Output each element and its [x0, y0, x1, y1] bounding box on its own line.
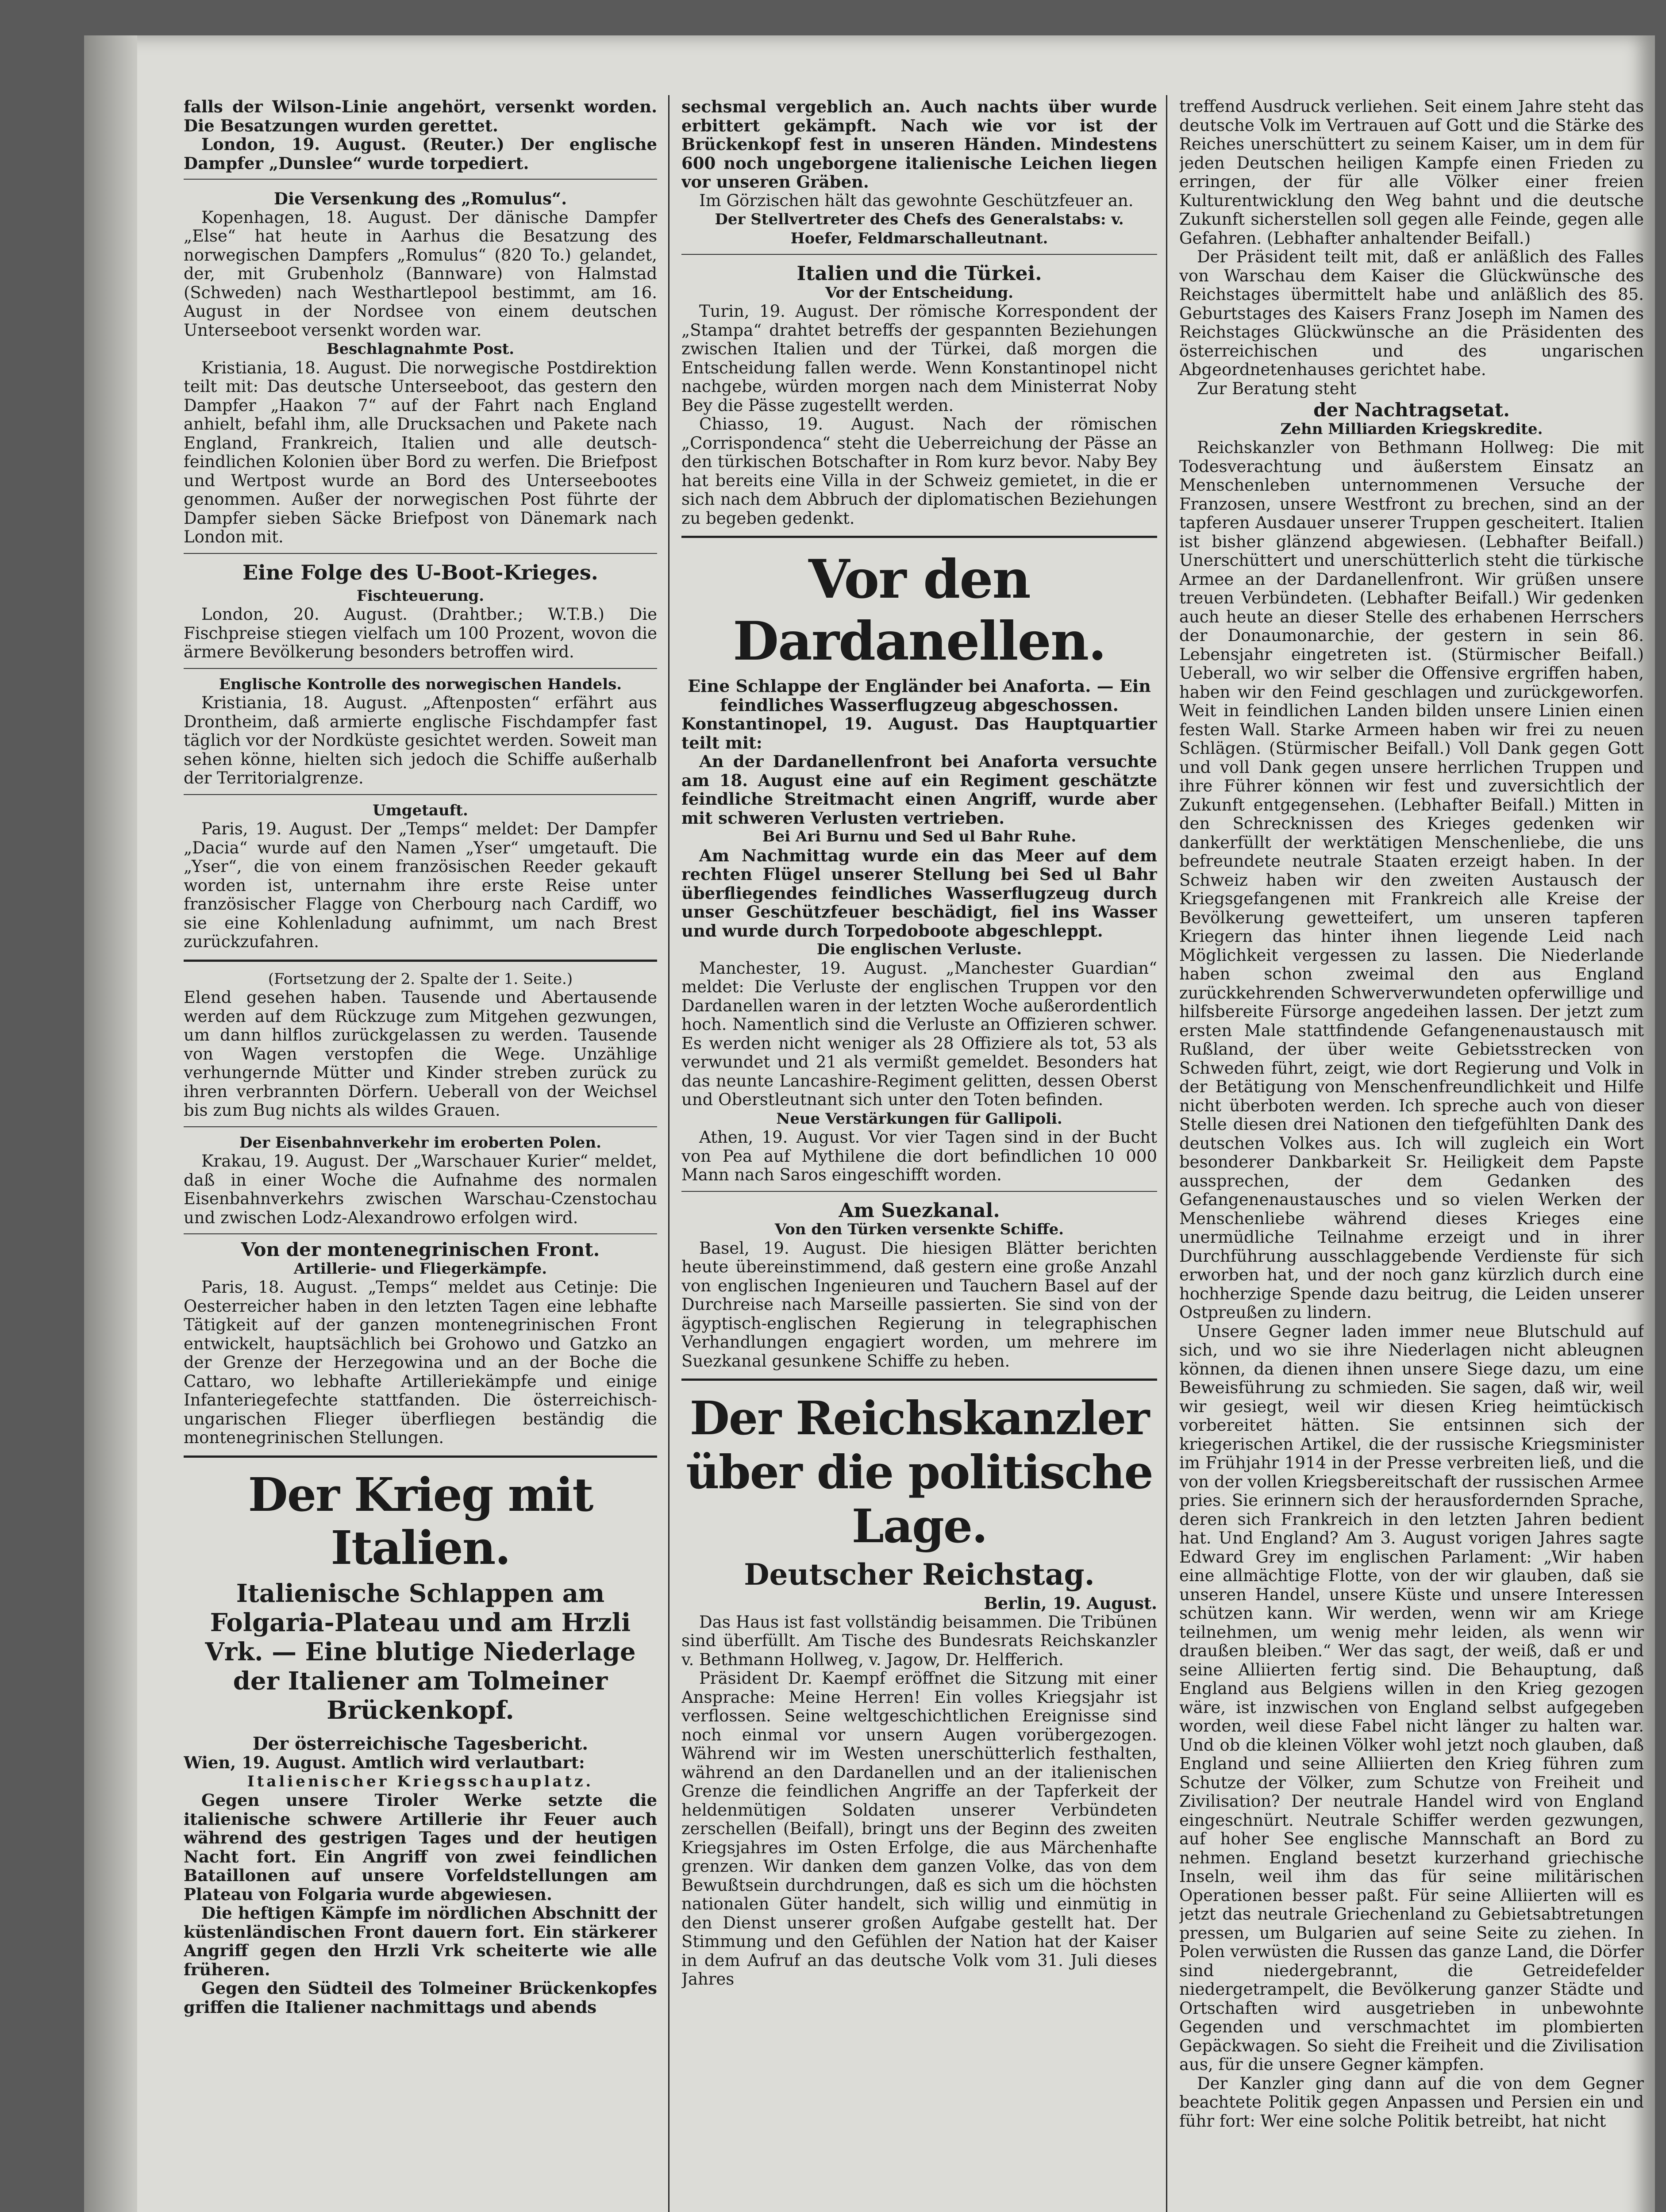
article-text: Reichskanzler von Bethmann Hollweg: Die mit Todesverachtung und äußerstem Einsatz an Menschenleben unternommenen Versuche der Franzosen, unsere Westfront zu brechen, sind an der tapferen Ausdauer unserer Truppen gescheitert. Italien ist bisher glänzend abgewiesen. (Lebhafter Beifall.) Unerschüttert und unerschütterlich steht die türkische Armee an der Dardanellenfront. Wir grüßen unsere treuen Verbündeten. (Lebhafter Beifall.) Wir gedenken auch heute an dieser Stelle des erhabenen Herrschers der Donaumonarchie, der gestern in sein 86. Lebensjahr eingetreten ist. (Stürmischer Beifall.) Ueberall, wo wir selber die Offensive ergriffen haben, haben wir den Feind geschlagen und zurückgeworfen. Weit in feindlichen Landen bilden unsere Linien einen festen Wall. Starke Armeen haben wir frei zu neuen Schlägen. (Stürmischer Beifall.) Voll Dank gegen Gott und voll Dank gegen unsere herrlichen Truppen und ihre Führer können wir fest und zuversichtlich der Zukunft entgegensehen. (Lebhafter Beifall.) Mitten in den Schrecknissen des Krieges gedenken wir dankerfüllt der werktätigen Menschenliebe, die uns befreundete neutrale Staaten erzeigt haben. In der Schweiz haben wir den zweiten Austausch der Kriegsgefangenen mit Frankreich alle Kreise der Bevölkerung gewetteifert, um unseren tapferen Kriegern das hinter ihnen liegende Leid nach Möglichkeit vergessen zu lassen. Die Niederlande haben schon zweimal den aus England zurückkehrenden Schwerverwundeten opferwillige und hilfsbereite Fürsorge angedeihen lassen. Der jetzt zum ersten Male stattfindende Gefangenenaustausch mit Rußland, der über weite Gebietsstrecken von Schweden führt, zeigt, wie dort Regierung und Volk in der Betätigung von Menschenfreundlichkeit und Hilfe nicht überboten werden. Ich spreche auch von dieser Stelle diesen drei Nationen den tiefgefühlten Dank des deutschen Volkes aus. Ich will zugleich ein Wort besonderer Dankbarkeit Sr. Heiligkeit dem Papste aussprechen, der dem Gedanken des Gefangenenaustausches und so vielen Werken der Menschenliebe während dieses Krieges eine unermüdliche Teilnahme erzeigt und in ihrer Durchführung ausschlaggebende Verdienste für sich erworben hat, und der noch ganz kürzlich durch eine hochherzige Spende dazu beitrug, die Leiden unserer Ostpreußen zu lindern. — [1179, 438, 1644, 1322]
column-rule — [1166, 95, 1167, 2212]
article-text: Die heftigen Kämpfe im nördlichen Abschnitt der küstenländischen Front dauern fort. Ein stärkerer Angriff gegen den Hrzli Vrk scheiterte wie alle früheren. — [184, 1903, 657, 1979]
article-text: sechsmal vergeblich an. Auch nachts über wurde erbittert gekämpft. Nach wie vor ist der Brückenkopf fest in unseren Händen. Mindestens 600 noch ungeborgene italienische Leichen liegen vor unseren Gräben. — [681, 97, 1157, 192]
article-text: Kopenhagen, 18. August. Der dänische Dampfer „Else“ hat heute in Aarhus die Besatzung des norwegischen Dampfers „Romulus“ (820 To.) gelandet, der, mit Grubenholz (Bannware) von Halmstad (Schweden) nach Westhartlepool bestimmt, am 16. August in der Nordsee von einem deutschen Unterseeboot versenkt worden war. — [184, 207, 657, 340]
article-text: Manchester, 19. August. „Manchester Guardian“ meldet: Die Verluste der englischen Truppen vor den Dardanellen waren in der letzten Woche außerordentlich hoch. Namentlich sind die Verluste an Offizieren schwer. Es werden nicht weniger als 28 Offiziere als tot, 53 als verwundet und 21 als vermißt gemeldet. Besonders hat das neunte Lancashire-Regiment gelitten, dessen Oberst und Oberstleutnant sich unter den Toten befinden. — [681, 958, 1157, 1109]
article-text: Gegen den Südteil des Tolmeiner Brückenkopfes griffen die Italiener nachmittags und abends — [184, 1978, 657, 2017]
page-binding — [84, 35, 137, 2212]
main-subheadline: Italienische Schlappen am Folgaria-Plateau und am Hrzli Vrk. — Eine blutige Niederlage der Italiener am Tolmeiner Brückenkopf. — [205, 1578, 636, 1725]
headline: Englische Kontrolle des norwegischen Handels. — [219, 675, 622, 693]
article-text: Unsere Gegner laden immer neue Blutschuld auf sich, und wo sie ihre Niederlagen nicht ableugnen können, da dienen ihnen unsere Siege dazu, um eine Beweisführung zu schmieden. Sie sagen, daß wir, weil wir gesiegt, weil wir diesen Krieg heimtückisch vorbereitet hätten. Sie entsinnen sich der kriegerischen Artikel, die der russische Kriegsminister im Frühjahr 1914 in der Presse verbreiten ließ, und die von der vollen Kriegsbereitschaft der russischen Armee pries. Sie erinnern sich der herausfordernden Sprache, deren sich Frankreich in den letzten Jahren bedient hat. Und England? Am 3. August vorigen Jahres sagte Edward Grey im englischen Parlament: „Wir haben eine allmächtige Flotte, von der wir glauben, daß sie unseren Handel, unsere Küste und unsere Interessen schützen kann. Wir werden, wenn wir am Kriege teilnehmen, um wenig mehr leiden, als wenn wir draußen bleiben.“ Wer das sagt, der weiß, daß er und seine Alliierten fertig sind. Die Behauptung, daß England aus Belgiens willen in den Krieg gezogen wäre, ist inzwischen von England selbst aufgegeben worden, weil diese Fabel nicht länger zu halten war. Und ob die kleinen Völker wohl jetzt noch glauben, daß England und seine Alliierten den Krieg führen zum Schutze der Völker, zum Schutze von Freiheit und Zivilisation? Der neutrale Handel wird von England eingeschnürt. Neutrale Schiffer werden gezwungen, auf hoher See englische Mannschaft an Bord zu nehmen. England besetzt kurzerhand griechische Inseln, weil ihm das für seine militärischen Operationen besser paßt. Für seine Alliierten will es jetzt das neutrale Griechenland zu Gebietsabtretungen pressen, um Bulgarien auf seine Seite zu ziehen. In Polen verwüsten die Russen das ganze Land, die Dörfer sind niedergebrannt, die Getreidefelder niedergetrampelt, die Bevölkerung ganzer Städte und Ortschaften wird ausgetrieben in unbewohnte Gegenden und verschmachtet im plombierten Gepäckwagen. So sieht die Freiheit und die Zivilisation aus, für die unsere Gegner kämpfen. — [1179, 1321, 1644, 2074]
article-text: Kristiania, 18. August. Die norwegische Postdirektion teilt mit: Das deutsche Unterseeboot, das gestern den Dampfer „Haakon 7“ auf der Fahrt nach England anhielt, befahl ihm, alle Drucksachen und Pakete nach England, Frankreich, Italien und alle deutsch-feindlichen Kolonien über Bord zu werfen. Die Briefpost und Wertpost wurde an Bord des Unterseebootes genommen. Außer der norwegischen Post führte der Dampfer sieben Säcke Briefpost von Dänemark nach London mit. — [184, 358, 657, 546]
article-text: Elend gesehen haben. Tausende und Abertausende werden auf dem Rückzuge zum Mitgehen gezwungen, um dann hilflos zurückgelassen zu werden. Tausende von Wagen verstopfen die Wege. Unzählige verhungernde Mütter und Kinder streben zurück zu ihren verbrannten Dörfern. Ueberall von der Weichsel bis zum Bug nichts als wildes Grauen. — [184, 988, 657, 1120]
main-subheadline: Eine Schlappe der Engländer bei Anaforta. — Ein feindliches Wasserflugzeug abgeschossen. — [688, 676, 1151, 715]
article-text: falls der Wilson-Linie angehört, versenkt worden. Die Besatzungen wurden gerettet. — [184, 97, 657, 135]
divider — [184, 668, 657, 669]
article-text: Paris, 18. August. „Temps“ meldet aus Cetinje: Die Oesterreicher haben in den letzten Tagen eine lebhafte Tätigkeit auf der ganzen montenegrinischen Front entwickelt, hauptsächlich bei Grohowo und Gatzko an der Grenze der Herzegowina und an der Boche die Cattaro, wo lebhafte Artilleriekämpfe und einige Infanteriegefechte stattfanden. Die österreichisch-ungarischen Flieger überfliegen beständig die montenegrinischen Stellungen. — [184, 1278, 657, 1447]
column-2 — [681, 97, 1157, 2212]
article-text: Der Präsident teilt mit, daß er anläßlich des Falles von Warschau dem Kaiser die Glückwünsche des Reichstages übermittelt habe und anläßlich des 85. Geburtstages des Kaisers Franz Joseph im Namen des Reichstages Glückwünsche an die Präsidenten des österreichischen und des ungarischen Abgeordnetenhauses gerichtet habe. — [1179, 247, 1644, 379]
headline: Der Eisenbahnverkehr im eroberten Polen. — [239, 1133, 601, 1152]
article-text: Wien, 19. August. Amtlich wird verlautbart: — [184, 1753, 585, 1772]
article-text: London, 19. August. (Reuter.) Der englische Dampfer „Dunslee“ wurde torpediert. — [184, 134, 657, 173]
divider — [184, 1126, 657, 1127]
divider-thick — [681, 1379, 1157, 1381]
main-headline: Vor den Dardanellen. — [733, 548, 1106, 672]
main-headline: Der Krieg mit Italien. — [248, 1467, 593, 1575]
article-text: An der Dardanellenfront bei Anaforta versuchte am 18. August eine auf ein Regiment geschätzte feindliche Streitmacht einen Angriff, wurde aber mit schweren Verlusten vertrieben. — [681, 752, 1157, 828]
subheadline: Artillerie- und Fliegerkämpfe. — [293, 1260, 547, 1278]
continuation-note: (Fortsetzung der 2. Spalte der 1. Seite.) — [268, 970, 573, 988]
divider-thick — [184, 960, 657, 962]
divider — [184, 179, 657, 180]
subheadline: Fischteuerung. — [356, 587, 485, 605]
article-text: Am Nachmittag wurde ein das Meer auf dem rechten Flügel unserer Stellung bei Sed ul Bahr überfliegendes feindliches Wasserflugzeug durch unser Geschützfeuer beschädigt, fiel ins Wasser und wurde durch Torpedoboote abgeschleppt. — [681, 845, 1157, 941]
subheadline: Neue Verstärkungen für Gallipoli. — [776, 1110, 1062, 1128]
subheadline: Italienischer Kriegsschauplatz. — [247, 1772, 594, 1790]
divider — [184, 1233, 657, 1234]
article-text: Bei Ari Burnu und Sed ul Bahr Ruhe. — [762, 828, 1077, 845]
headline: Eine Folge des U-Boot-Krieges. — [242, 560, 598, 584]
article-text: Paris, 19. August. Der „Temps“ meldet: Der Dampfer „Dacia“ wurde auf den Namen „Yser“ umgetauft. Die „Yser“, die von einem französischen Reeder gekauft worden ist, unternahm ihre erste Reise unter französischer Flagge von Cherbourg nach Cardiff, wo sie eine Kohlenladung aufnimmt, um nach Brest zurückzufahren. — [184, 819, 657, 951]
headline: Beschlagnahmte Post. — [326, 340, 515, 358]
headline: Die Versenkung des „Romulus“. — [273, 189, 567, 208]
subheadline: Zehn Milliarden Kriegskredite. — [1280, 420, 1543, 438]
column-1 — [184, 97, 657, 2212]
signature: Der Stellvertreter des Chefs des Generalstabs: v. Hoefer, Feldmarschalleutnant. — [715, 211, 1124, 247]
column-rule — [668, 95, 669, 2212]
subheadline: Die englischen Verluste. — [816, 941, 1022, 958]
divider-thick — [184, 1455, 657, 1458]
article-text: Das Haus ist fast vollständig beisammen. Die Tribünen sind überfüllt. Am Tische des Bundesrats Reichskanzler v. Bethmann Hollweg, v. Jagow, Dr. Helfferich. — [681, 1612, 1157, 1669]
subheadline: Vor der Entscheidung. — [825, 284, 1014, 302]
divider — [681, 254, 1157, 255]
dateline: Berlin, 19. August. — [984, 1594, 1157, 1613]
divider — [184, 553, 657, 554]
article-text: Chiasso, 19. August. Nach der römischen „Corrispondenca“ steht die Ueberreichung der Pässe an den türkischen Botschafter in Rom kurz bevor. Naby Bey hat bereits eine Villa in der Schweiz gemietet, in die er sich nach dem Abbruch der diplomatischen Beziehungen zu begeben gedenkt. — [681, 415, 1157, 528]
headline: Am Suezkanal. — [839, 1199, 1000, 1222]
headline: Umgetauft. — [373, 801, 468, 819]
main-subheadline: Deutscher Reichstag. — [744, 1557, 1095, 1592]
article-text: Turin, 19. August. Der römische Korrespondent der „Stampa“ drahtet betreffs der gespannten Beziehungen zwischen Italien und der Türkei, daß morgen die Entscheidung fallen werde. Wenn Konstantinopel nicht nachgebe, würden morgen nach dem Ministerrat Noby Bey die Pässe zugestellt werden. — [681, 302, 1157, 415]
headline: der Nachtragsetat. — [1313, 399, 1510, 421]
subheadline: Von den Türken versenkte Schiffe. — [774, 1221, 1064, 1238]
headline: Von der montenegrinischen Front. — [241, 1239, 600, 1260]
headline: Der österreichische Tagesbericht. — [252, 1733, 589, 1754]
article-text: Kristiania, 18. August. „Aftenposten“ erfährt aus Drontheim, daß armierte englische Fischdampfer fast täglich vor der Nordküste gesichtet werden. Soweit man sehen könne, hielten sich jedoch die Schiffe außerhalb der Territorialgrenze. — [184, 693, 657, 787]
article-text: London, 20. August. (Drahtber.; W.T.B.) Die Fischpreise stiegen vielfach um 100 Prozent, wovon die ärmere Bevölkerung besonders betroffen wird. — [184, 605, 657, 661]
article-text: Basel, 19. August. Die hiesigen Blätter berichten heute übereinstimmend, daß gestern eine große Anzahl von englischen Ingenieuren und Tauchern Basel auf der Durchreise nach Marseille passierten. Sie sind von der ägyptisch-englischen Regierung in telegraphischen Verhandlungen engagiert worden, um mehrere im Suezkanal gesunkene Schiffe zu heben. — [681, 1238, 1157, 1371]
article-text: Im Görzischen hält das gewohnte Geschützfeuer an. — [699, 191, 1134, 210]
article-text: Konstantinopel, 19. August. Das Hauptquartier teilt mit: — [681, 714, 1157, 753]
article-text: treffend Ausdruck verliehen. Seit einem Jahre steht das deutsche Volk im Vertrauen auf Gott und die Stärke des Reiches unerschüttert zu seinem Kaiser, um in dem für jeden Deutschen heiligen Kampfe einen Frieden zu erringen, der für alle Völker einer freien Kulturentwicklung den Weg bahnt und die deutsche Zukunft sicherstellen soll gegen alle Feinde, gegen alle Gefahren. (Lebhafter anhaltender Beifall.) — [1179, 97, 1644, 248]
article-text: Krakau, 19. August. Der „Warschauer Kurier“ meldet, daß in einer Woche die Aufnahme des normalen Eisenbahnverkehrs zwischen Warschau-Czenstochau und zwischen Lodz-Alexandrowo erfolgen wird. — [184, 1152, 657, 1227]
divider-thick — [681, 536, 1157, 538]
article-text: Präsident Dr. Kaempf eröffnet die Sitzung mit einer Ansprache: Meine Herren! Ein volles Kriegsjahr ist verflossen. Seine weltgeschichtlichen Ereignisse sind noch einmal vor unsern Augen vorübergezogen. Während wir im Westen unerschütterlich festhalten, während an den Dardanellen und an der italienischen Grenze die feindlichen Angriffe an der Tapferkeit der heldenmütigen Soldaten unserer Verbündeten zerschellen (Beifall), bringt uns der Beginn des zweiten Kriegsjahres im Osten Erfolge, die aus Märchenhafte grenzen. Wir danken dem ganzen Volke, das von dem Bewußtsein durchdrungen, daß es sich um die höchsten nationalen Güter handelt, sich willig und einmütig in den Dienst unserer großen Aufgabe gestellt hat. Der Stimmung und den Gefühlen der Nation hat der Kaiser in dem Aufruf an das deutsche Volk vom 31. Juli dieses Jahres — [681, 1669, 1157, 1989]
headline: Italien und die Türkei. — [796, 262, 1042, 285]
column-3 — [1179, 97, 1644, 2212]
divider — [681, 1191, 1157, 1192]
main-headline: Der Reichskanzler über die politische Lage. — [686, 1391, 1153, 1553]
article-text: Athen, 19. August. Vor vier Tagen sind in der Bucht von Pea auf Mythilene die dort befindlichen 10 000 Mann nach Saros eingeschifft worden. — [681, 1128, 1157, 1184]
article-text: Der Kanzler ging dann auf die von dem Gegner beachtete Politik gegen Anpassen und Persien ein und führ fort: Wer eine solche Politik betreibt, hat nicht — [1179, 2074, 1644, 2131]
divider — [184, 794, 657, 795]
article-text: Gegen unsere Tiroler Werke setzte die italienische schwere Artillerie ihr Feuer auch während des gestrigen Tages und der heutigen Nacht fort. Ein Angriff von zwei feindlichen Bataillonen auf unsere Vorfeldstellungen am Plateau von Folgaria wurde abgewiesen. — [184, 1790, 657, 1904]
article-text: Zur Beratung steht — [1197, 379, 1357, 398]
